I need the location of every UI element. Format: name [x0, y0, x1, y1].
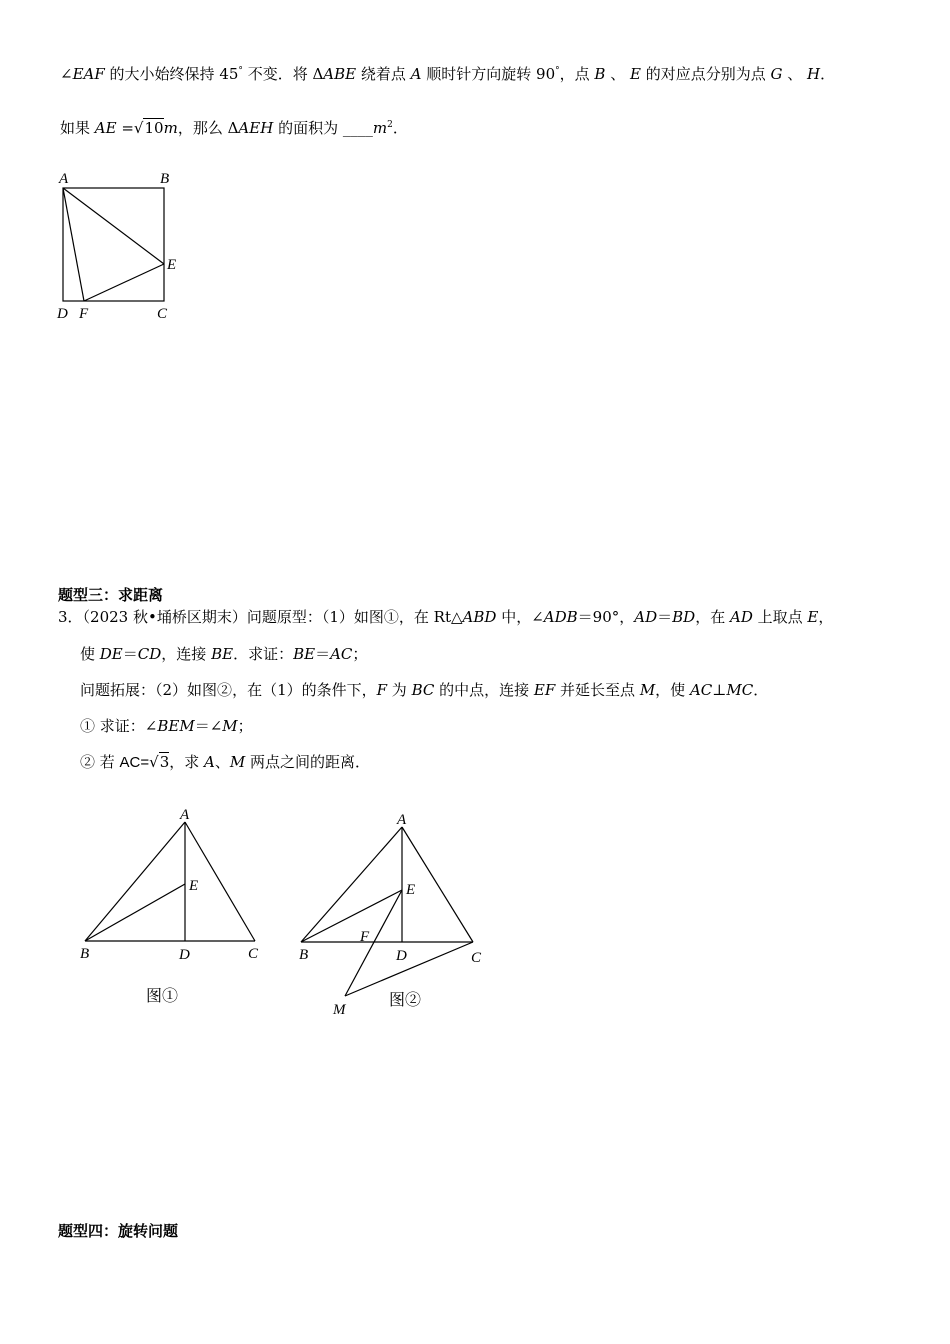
problem-text-line: 如果 AE =√10m，那么 ΔAEH 的面积为 $\_\_\_\_m^2$． [60, 119, 408, 137]
problem-text-line: ② 若 AC=√3，求 A、M 两点之间的距离． [80, 753, 371, 771]
problem-text-line: 问题拓展：（2）如图②，在（1）的条件下，F 为 BC 的中点，连接 EF 并延长至点 M，使 AC⊥MC． [80, 681, 769, 699]
problem-text-line: 3．（2023 秋•埇桥区期末）问题原型：（1）如图①，在 Rt△ABD 中，∠ADB＝90°，AD＝BD，在 AD 上取点 E， [58, 608, 834, 626]
answer-blank: ____ [342, 119, 373, 137]
label-d: D [57, 306, 68, 322]
label-d: D [179, 947, 190, 963]
square-abcd [63, 188, 164, 301]
label-m: M [333, 1002, 346, 1018]
segment-mc [345, 942, 473, 996]
label-b: B [160, 171, 170, 187]
label-c: C [248, 946, 259, 962]
segment-ae [63, 188, 164, 264]
label-e: E [189, 878, 199, 894]
figure-caption: 图① [146, 988, 179, 1005]
section-heading: 题型三：求距离 [58, 586, 164, 604]
figure-caption: 图② [389, 992, 422, 1009]
label-b: B [80, 946, 90, 962]
label-b: B [299, 947, 309, 963]
label-e: E [406, 882, 416, 898]
problem-text-line: 使 DE＝CD，连接 BE．求证：BE＝AC； [80, 645, 368, 663]
label-d: D [396, 948, 407, 964]
label-c: C [157, 306, 168, 322]
segment-be [301, 890, 402, 942]
segment-be [85, 884, 185, 941]
label-e: E [167, 257, 177, 273]
problem-text-line: ① 求证：∠BEM＝∠M； [80, 717, 253, 735]
figure-1 [70, 800, 280, 1020]
segment-ab [301, 827, 402, 942]
segment-em [345, 890, 402, 996]
label-a: A [397, 812, 407, 828]
label-a: A [59, 171, 69, 187]
segment-ab [85, 822, 185, 941]
section-heading: 题型四：旋转问题 [58, 1222, 179, 1240]
figure-2 [290, 805, 500, 1025]
segment-ef [84, 264, 164, 301]
label-a: A [180, 807, 190, 823]
label-f: F [360, 929, 370, 945]
square-figure [50, 165, 200, 330]
label-c: C [471, 950, 482, 966]
problem-text-line: ∠EAF 的大小始终保持 45° 不变．将 ΔABE 绕着点 A 顺时针方向旋转 90°，点 B 、 E 的对应点分别为点 G 、 H． [60, 65, 836, 83]
label-f: F [79, 306, 89, 322]
segment-af [63, 188, 84, 301]
